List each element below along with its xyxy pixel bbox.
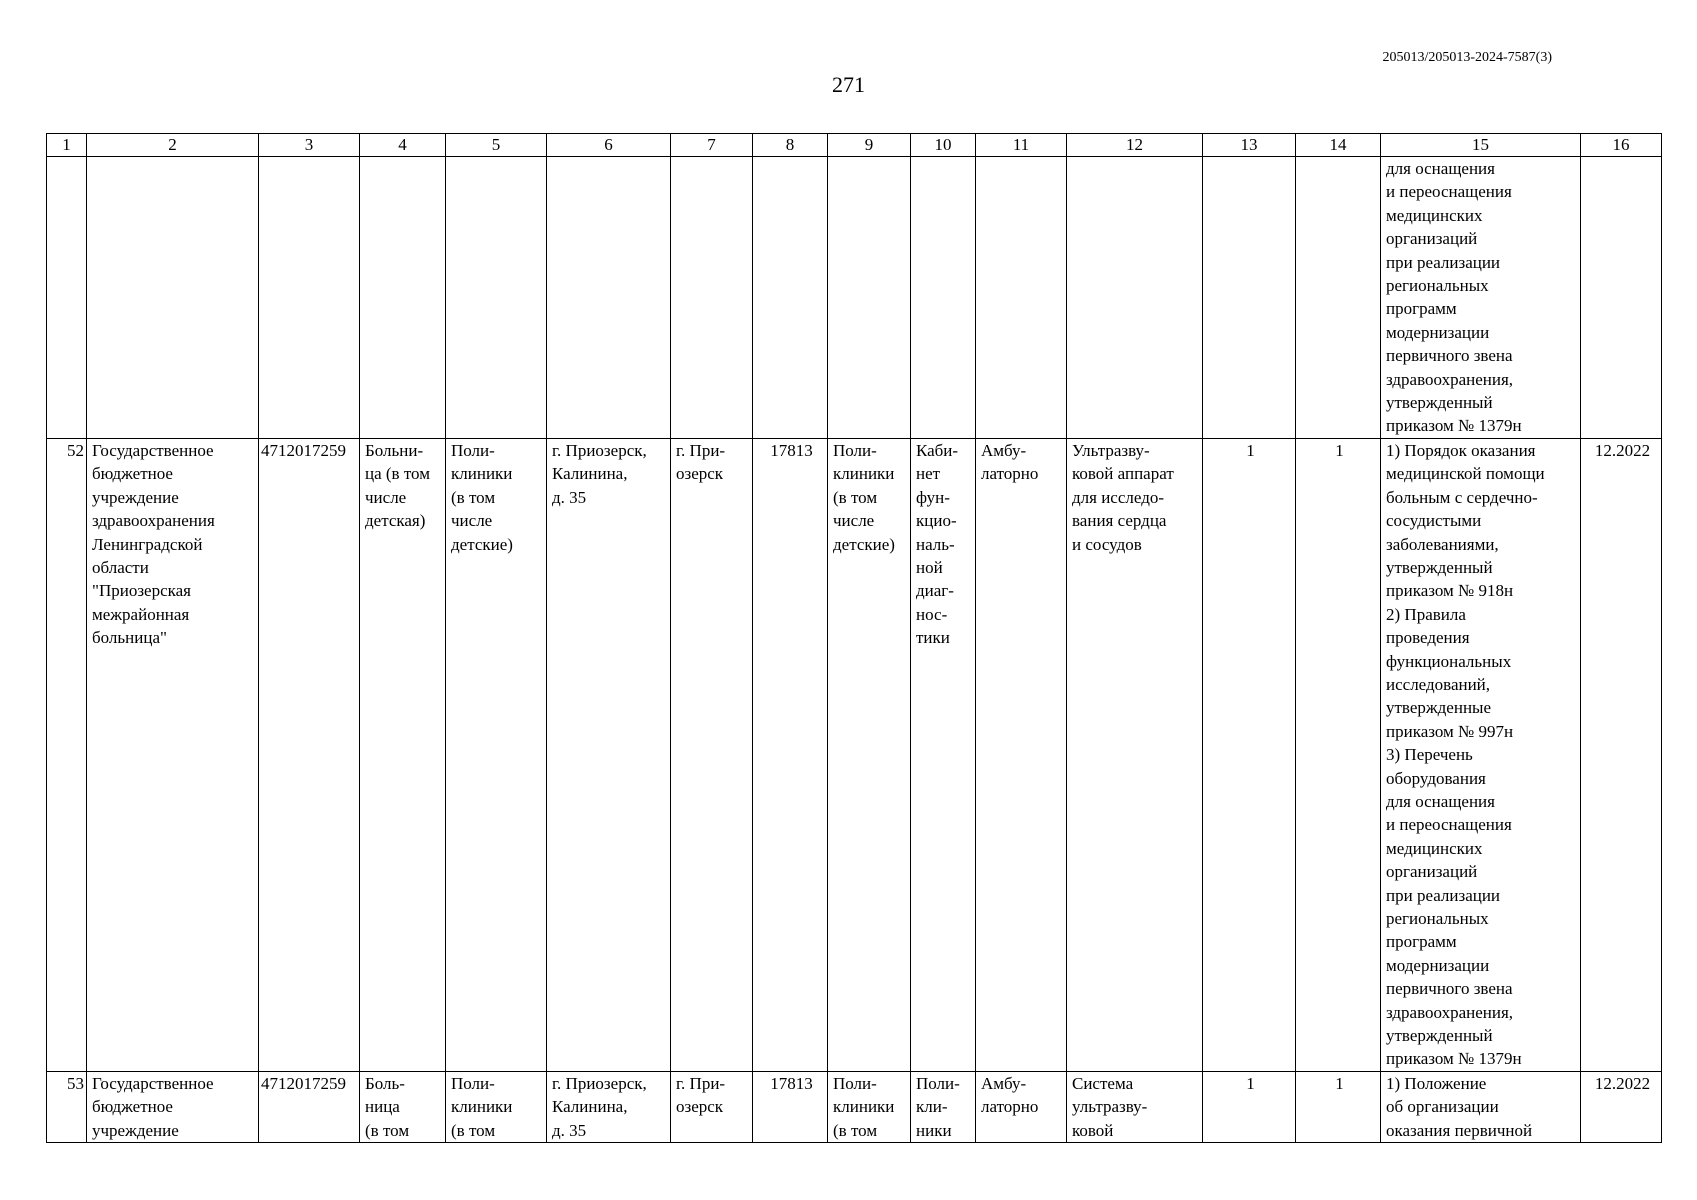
cell-locality — [671, 157, 753, 439]
cell-equipment: Ультразву- ковой аппарат для исследо- вания сердца и сосудов — [1067, 438, 1203, 1071]
cell-subdivision: Поли- клиники (в том — [446, 1071, 547, 1142]
page-number: 271 — [832, 72, 865, 97]
cell-subdivision: Поли- клиники (в том числе детские) — [446, 438, 547, 1071]
cell-locality: г. При- озерск — [671, 1071, 753, 1142]
cell-room — [911, 157, 976, 439]
cell-organization: Государственное бюджетное учреждение — [87, 1071, 259, 1142]
column-header: 7 — [671, 134, 753, 157]
column-number-row — [47, 134, 1662, 157]
cell-address: г. Приозерск, Калинина, д. 35 — [547, 1071, 671, 1142]
document-id: 205013/205013-2024-7587(3) — [1382, 50, 1552, 65]
column-header: 1 — [47, 134, 87, 157]
cell-code: 17813 — [753, 1071, 828, 1142]
table-row-continuation — [47, 157, 1662, 439]
cell-date: 12.2022 — [1581, 1071, 1662, 1142]
column-header: 5 — [446, 134, 547, 157]
cell-facility-type — [360, 157, 446, 439]
cell-quantity: 1 — [1203, 1071, 1296, 1142]
column-header: 10 — [911, 134, 976, 157]
cell-organization: Государственное бюджетное учреждение здравоохранения Ленинградской области "Приозерская межрайонная больница" — [87, 438, 259, 1071]
cell-care-form — [976, 157, 1067, 439]
cell-number: 53 — [47, 1071, 87, 1142]
column-header: 6 — [547, 134, 671, 157]
cell-regulation: для оснащения и переоснащения медицинских организаций при реализации региональных программ модернизации первичного звена здравоохранения, утвержденный приказом № 1379н — [1381, 157, 1581, 439]
cell-equipment — [1067, 157, 1203, 439]
equipment-register-table — [46, 133, 1662, 1143]
cell-unit: Поли- клиники (в том числе детские) — [828, 438, 911, 1071]
cell-code — [753, 157, 828, 439]
cell-inn: 4712017259 — [259, 438, 360, 1071]
cell-unit — [828, 157, 911, 439]
cell-inn: 4712017259 — [259, 1071, 360, 1142]
column-header: 16 — [1581, 134, 1662, 157]
cell-room: Поли- кли- ники — [911, 1071, 976, 1142]
cell-number: 52 — [47, 438, 87, 1071]
column-header: 2 — [87, 134, 259, 157]
cell-address: г. Приозерск, Калинина, д. 35 — [547, 438, 671, 1071]
cell-inn — [259, 157, 360, 439]
column-header: 3 — [259, 134, 360, 157]
column-header: 14 — [1296, 134, 1381, 157]
cell-quantity — [1203, 157, 1296, 439]
cell-quantity-2 — [1296, 157, 1381, 439]
cell-facility-type: Больни- ца (в том числе детская) — [360, 438, 446, 1071]
cell-care-form: Амбу- латорно — [976, 438, 1067, 1071]
column-header: 12 — [1067, 134, 1203, 157]
cell-unit: Поли- клиники (в том — [828, 1071, 911, 1142]
column-header: 8 — [753, 134, 828, 157]
cell-date — [1581, 157, 1662, 439]
cell-equipment: Система ультразву- ковой — [1067, 1071, 1203, 1142]
cell-organization — [87, 157, 259, 439]
cell-quantity-2: 1 — [1296, 438, 1381, 1071]
cell-facility-type: Боль- ница (в том — [360, 1071, 446, 1142]
cell-locality: г. При- озерск — [671, 438, 753, 1071]
column-header: 15 — [1381, 134, 1581, 157]
cell-regulation: 1) Положение об организации оказания первичной — [1381, 1071, 1581, 1142]
column-header: 11 — [976, 134, 1067, 157]
cell-subdivision — [446, 157, 547, 439]
cell-quantity-2: 1 — [1296, 1071, 1381, 1142]
column-header: 9 — [828, 134, 911, 157]
cell-care-form: Амбу- латорно — [976, 1071, 1067, 1142]
cell-date: 12.2022 — [1581, 438, 1662, 1071]
column-header: 4 — [360, 134, 446, 157]
table-row-53 — [47, 1071, 1662, 1142]
column-header: 13 — [1203, 134, 1296, 157]
cell-code: 17813 — [753, 438, 828, 1071]
cell-address — [547, 157, 671, 439]
cell-regulation: 1) Порядок оказания медицинской помощи больным с сердечно- сосудистыми заболеваниями, утвержденный приказом № 918н 2) Правила проведения функциональных исследований, утвержденные приказом № 997н 3) Перечень оборудования для оснащения и переоснащения медицинских организаций при реализации региональных программ модернизации первичного звена здравоохранения, утвержденный приказом № 1379н — [1381, 438, 1581, 1071]
cell-quantity: 1 — [1203, 438, 1296, 1071]
cell-room: Каби- нет фун- кцио- наль- ной диаг- нос- тики — [911, 438, 976, 1071]
cell-number — [47, 157, 87, 439]
table-row-52 — [47, 438, 1662, 1071]
